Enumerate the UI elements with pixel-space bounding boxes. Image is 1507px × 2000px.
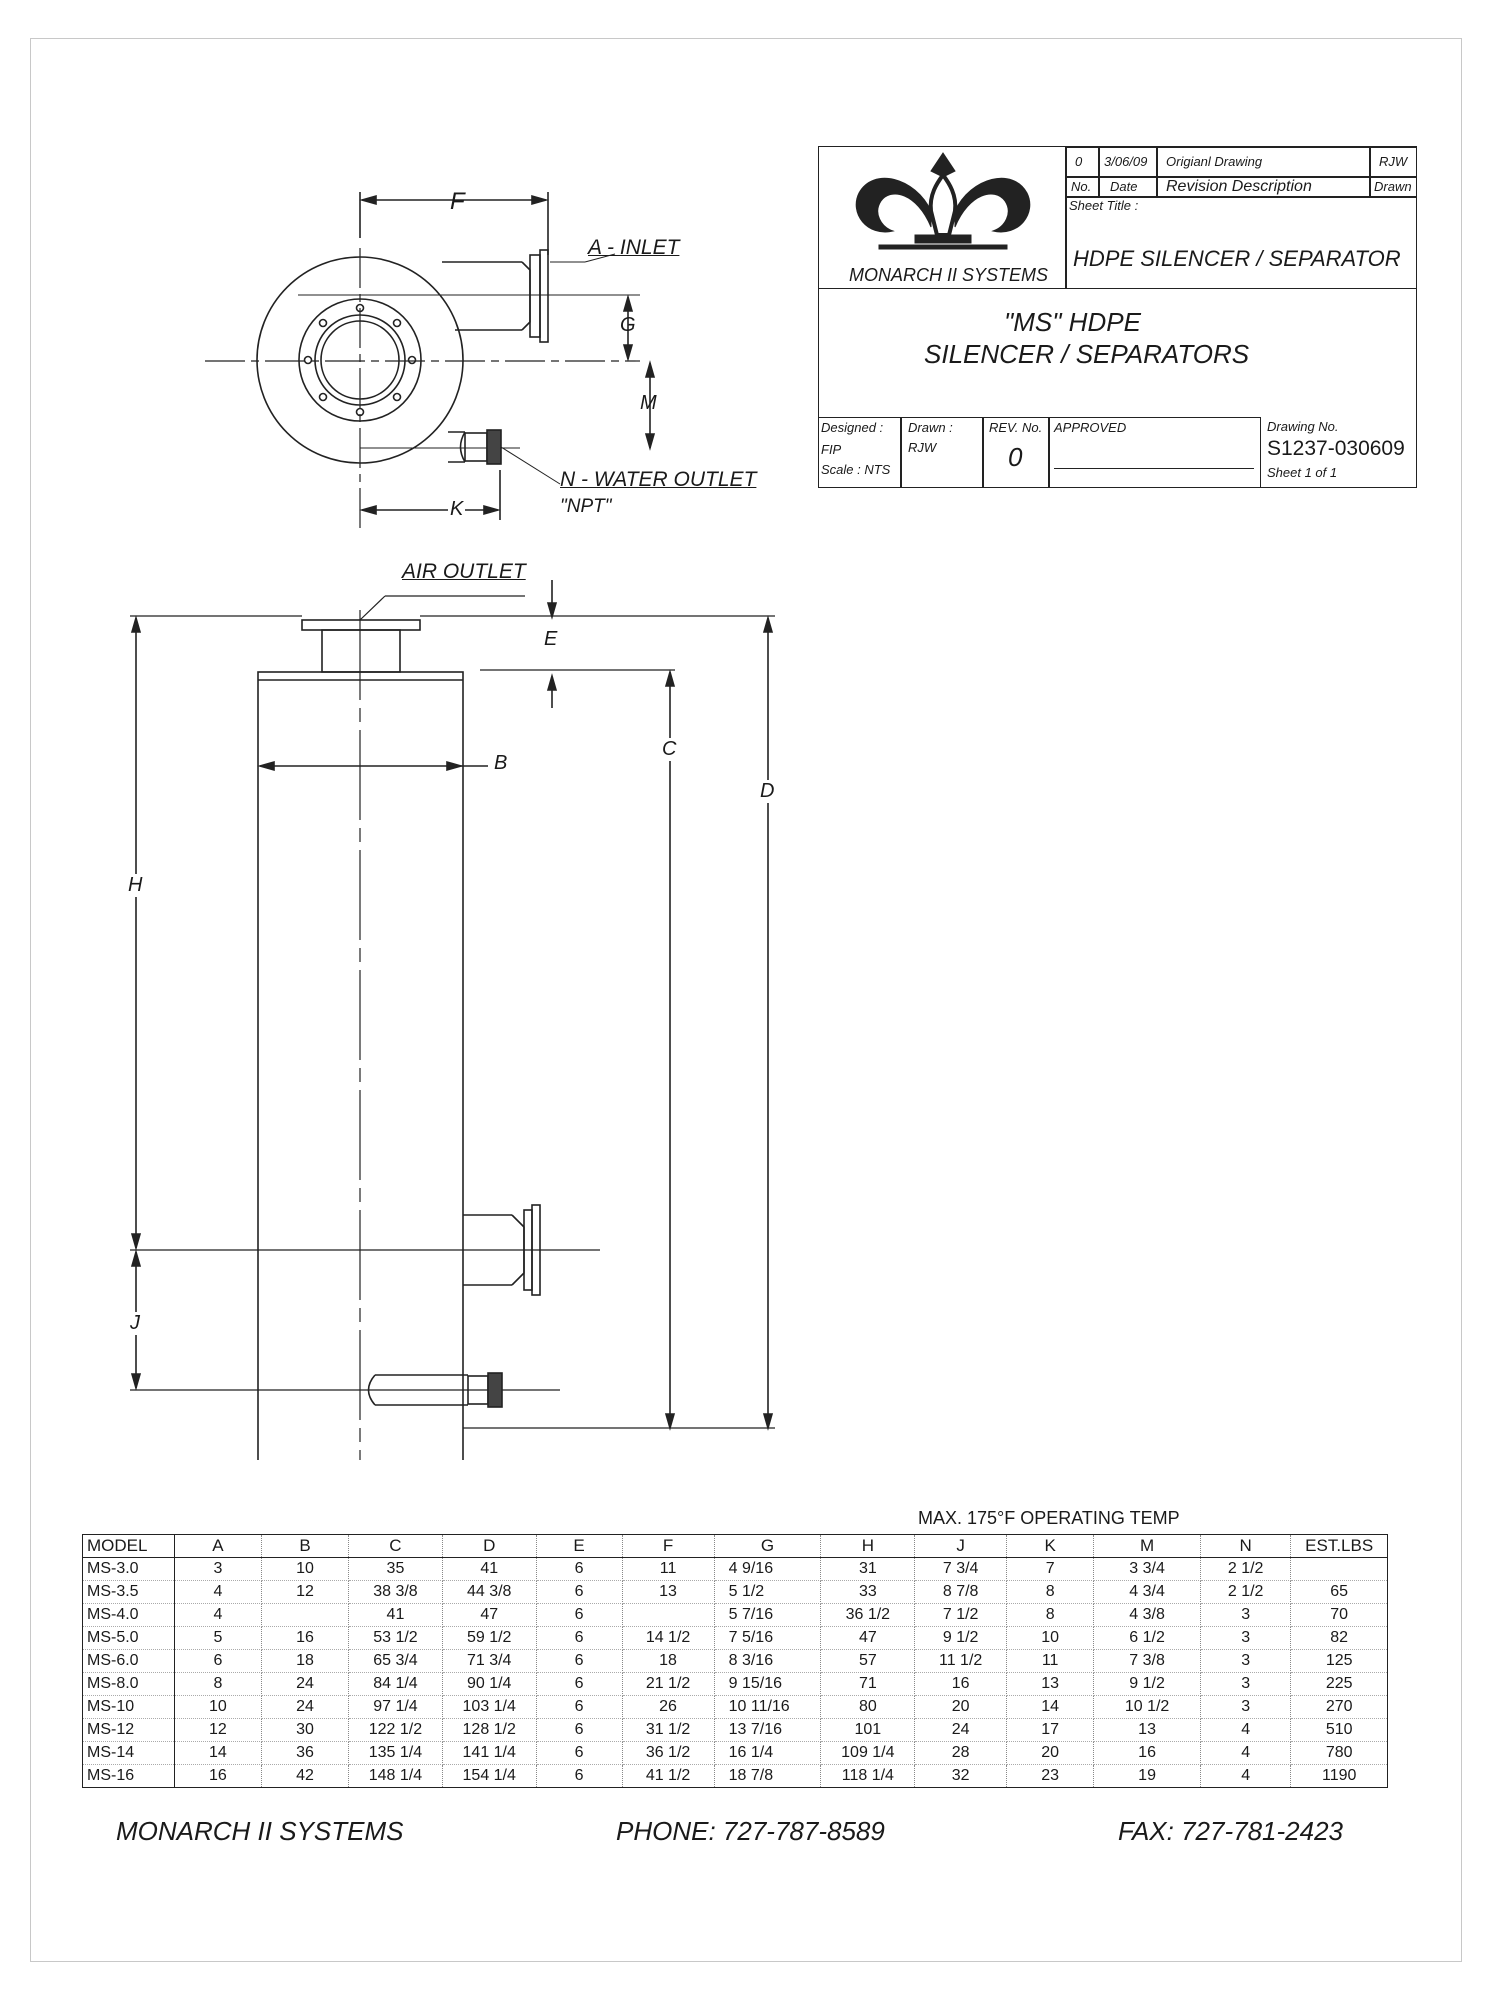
table-cell: 3 — [1200, 1650, 1290, 1673]
table-cell: 6 — [536, 1604, 622, 1627]
side-view-drawing — [0, 560, 1507, 1460]
rev-description: Origianl Drawing — [1166, 154, 1263, 169]
table-cell: 141 1/4 — [442, 1742, 536, 1765]
table-cell: 35 — [349, 1558, 443, 1581]
table-cell: 24 — [261, 1696, 348, 1719]
table-cell: MS-12 — [83, 1719, 175, 1742]
table-cell: 36 1/2 — [821, 1604, 915, 1627]
table-cell: 125 — [1291, 1650, 1388, 1673]
table-cell: 13 7/16 — [714, 1719, 821, 1742]
table-cell: 8 — [1007, 1581, 1094, 1604]
table-row — [83, 1719, 1388, 1742]
table-cell: 10 — [174, 1696, 261, 1719]
rev-value: 0 — [1008, 442, 1023, 472]
dim-e-label: E — [544, 628, 558, 650]
table-cell: 16 — [915, 1673, 1007, 1696]
table-cell: 70 — [1291, 1604, 1388, 1627]
table-cell: 16 — [261, 1627, 348, 1650]
table-cell: 3 — [1200, 1673, 1290, 1696]
table-cell: 11 — [622, 1558, 714, 1581]
table-cell: 47 — [442, 1604, 536, 1627]
table-cell — [261, 1604, 348, 1627]
dim-h-label: H — [128, 874, 143, 896]
table-cell: 5 7/16 — [714, 1604, 821, 1627]
table-cell: 2 1/2 — [1200, 1581, 1290, 1604]
table-header-cell: B — [261, 1535, 348, 1558]
table-cell: 71 3/4 — [442, 1650, 536, 1673]
table-cell: 47 — [821, 1627, 915, 1650]
table-cell: MS-10 — [83, 1696, 175, 1719]
table-row — [83, 1604, 1388, 1627]
table-row — [83, 1742, 1388, 1765]
dim-d-label: D — [760, 780, 775, 802]
table-header-cell: EST.LBS — [1291, 1535, 1388, 1558]
footer-fax: FAX: 727-781-2423 — [1118, 1816, 1343, 1846]
table-cell: 3 — [1200, 1696, 1290, 1719]
dimension-table — [82, 1534, 1388, 1788]
table-cell: 53 1/2 — [349, 1627, 443, 1650]
table-cell: 80 — [821, 1696, 915, 1719]
table-cell: 6 — [536, 1673, 622, 1696]
operating-temp-note: MAX. 175°F OPERATING TEMP — [918, 1508, 1180, 1528]
table-cell: 3 — [174, 1558, 261, 1581]
table-cell: 6 — [536, 1765, 622, 1788]
table-row — [83, 1581, 1388, 1604]
table-cell: 3 — [1200, 1627, 1290, 1650]
sheet-title-cell — [1066, 197, 1416, 289]
table-cell: 13 — [1094, 1719, 1201, 1742]
table-cell: 8 7/8 — [915, 1581, 1007, 1604]
dim-j-label: J — [130, 1312, 140, 1334]
scale-label: Scale : NTS — [821, 462, 891, 477]
table-cell: 10 1/2 — [1094, 1696, 1201, 1719]
water-outlet-label: N - WATER OUTLET — [560, 468, 757, 491]
drawing-no-cell — [1261, 417, 1416, 487]
table-cell: 23 — [1007, 1765, 1094, 1788]
table-header-cell: A — [174, 1535, 261, 1558]
table-cell: 65 — [1291, 1581, 1388, 1604]
table-cell: 24 — [261, 1673, 348, 1696]
table-cell: 2 1/2 — [1200, 1558, 1290, 1581]
table-cell: 13 — [1007, 1673, 1094, 1696]
main-title-line1: "MS" HDPE — [1004, 307, 1141, 337]
table-cell: 38 3/8 — [349, 1581, 443, 1604]
rev-drawn-header: Drawn — [1374, 179, 1412, 194]
table-cell: 6 — [536, 1696, 622, 1719]
table-cell: 42 — [261, 1765, 348, 1788]
table-row — [83, 1627, 1388, 1650]
table-cell: MS-8.0 — [83, 1673, 175, 1696]
table-cell: 8 — [174, 1673, 261, 1696]
table-cell: 6 1/2 — [1094, 1627, 1201, 1650]
table-cell: 17 — [1007, 1719, 1094, 1742]
designed-value: FIP — [821, 442, 842, 457]
table-cell: 6 — [174, 1650, 261, 1673]
rev-description-header: Revision Description — [1166, 178, 1312, 195]
table-cell: 10 11/16 — [714, 1696, 821, 1719]
drawn-value: RJW — [908, 440, 937, 455]
table-header-cell: M — [1094, 1535, 1201, 1558]
table-cell: 5 1/2 — [714, 1581, 821, 1604]
dim-f-label: F — [450, 188, 465, 215]
approved-signature-line — [1054, 468, 1254, 469]
rev-cell — [983, 417, 1049, 487]
dim-g-label: G — [620, 314, 636, 336]
air-outlet-label: AIR OUTLET — [402, 560, 526, 583]
table-cell: 3 3/4 — [1094, 1558, 1201, 1581]
table-cell: 122 1/2 — [349, 1719, 443, 1742]
table-cell: 21 1/2 — [622, 1673, 714, 1696]
table-cell: 8 — [1007, 1604, 1094, 1627]
table-cell: 270 — [1291, 1696, 1388, 1719]
table-cell: 20 — [915, 1696, 1007, 1719]
table-header-cell: H — [821, 1535, 915, 1558]
table-cell: 11 1/2 — [915, 1650, 1007, 1673]
table-cell: 4 — [174, 1604, 261, 1627]
footer-phone: PHONE: 727-787-8589 — [616, 1816, 885, 1846]
table-cell: 12 — [261, 1581, 348, 1604]
table-cell: 16 1/4 — [714, 1742, 821, 1765]
table-cell: 13 — [622, 1581, 714, 1604]
table-row — [83, 1558, 1388, 1581]
table-cell: MS-6.0 — [83, 1650, 175, 1673]
table-row — [83, 1673, 1388, 1696]
sheet-title: HDPE SILENCER / SEPARATOR — [1073, 246, 1401, 271]
table-cell: 57 — [821, 1650, 915, 1673]
table-row — [83, 1765, 1388, 1788]
table-cell: 510 — [1291, 1719, 1388, 1742]
table-cell: 9 1/2 — [915, 1627, 1007, 1650]
main-title-line2: SILENCER / SEPARATORS — [924, 339, 1250, 369]
table-header-cell: G — [714, 1535, 821, 1558]
table-cell: 90 1/4 — [442, 1673, 536, 1696]
table-header-cell: J — [915, 1535, 1007, 1558]
dim-b-label: B — [494, 752, 508, 774]
table-header-cell: F — [622, 1535, 714, 1558]
table-header-cell: C — [349, 1535, 443, 1558]
table-cell: 18 — [622, 1650, 714, 1673]
designed-label: Designed : — [821, 420, 884, 435]
table-cell: 103 1/4 — [442, 1696, 536, 1719]
table-cell: 4 — [1200, 1742, 1290, 1765]
table-header-cell: MODEL — [83, 1535, 175, 1558]
table-cell: MS-14 — [83, 1742, 175, 1765]
drawn-cell — [901, 417, 983, 487]
table-cell: 32 — [915, 1765, 1007, 1788]
npt-label: "NPT" — [560, 496, 612, 517]
table-cell: 148 1/4 — [349, 1765, 443, 1788]
table-cell: MS-4.0 — [83, 1604, 175, 1627]
approved-label: APPROVED — [1054, 420, 1127, 435]
table-cell: 4 3/8 — [1094, 1604, 1201, 1627]
table-header-cell: K — [1007, 1535, 1094, 1558]
table-cell: 12 — [174, 1719, 261, 1742]
table-cell: 36 1/2 — [622, 1742, 714, 1765]
table-cell: 18 7/8 — [714, 1765, 821, 1788]
table-row — [83, 1696, 1388, 1719]
table-cell: 14 — [174, 1742, 261, 1765]
table-cell: 28 — [915, 1742, 1007, 1765]
table-header-row — [83, 1535, 1388, 1558]
table-cell: 7 3/4 — [915, 1558, 1007, 1581]
table-cell: 6 — [536, 1581, 622, 1604]
monarch-logo — [819, 147, 1064, 267]
table-cell — [622, 1604, 714, 1627]
rev-date-header: Date — [1110, 179, 1138, 194]
table-cell: 5 — [174, 1627, 261, 1650]
table-cell: 109 1/4 — [821, 1742, 915, 1765]
table-cell — [1291, 1558, 1388, 1581]
rev-date: 3/06/09 — [1104, 154, 1148, 169]
rev-drawn: RJW — [1379, 154, 1408, 169]
table-cell: 20 — [1007, 1742, 1094, 1765]
table-cell: 14 1/2 — [622, 1627, 714, 1650]
table-cell: 8 3/16 — [714, 1650, 821, 1673]
table-cell: 9 1/2 — [1094, 1673, 1201, 1696]
table-cell: 7 1/2 — [915, 1604, 1007, 1627]
logo-company-name: MONARCH II SYSTEMS — [849, 265, 1049, 285]
table-cell: 101 — [821, 1719, 915, 1742]
table-cell: 65 3/4 — [349, 1650, 443, 1673]
table-cell: 6 — [536, 1742, 622, 1765]
table-cell: 30 — [261, 1719, 348, 1742]
table-header-cell: D — [442, 1535, 536, 1558]
table-cell: 225 — [1291, 1673, 1388, 1696]
table-cell: 82 — [1291, 1627, 1388, 1650]
sheet-of: Sheet 1 of 1 — [1267, 465, 1338, 480]
rev-label: REV. No. — [989, 420, 1043, 435]
table-cell: 4 — [1200, 1765, 1290, 1788]
dim-c-label: C — [662, 738, 677, 760]
table-cell: 26 — [622, 1696, 714, 1719]
table-cell: MS-3.5 — [83, 1581, 175, 1604]
table-cell: 36 — [261, 1742, 348, 1765]
table-cell: 7 — [1007, 1558, 1094, 1581]
inlet-label: A - INLET — [588, 236, 680, 259]
table-cell: 780 — [1291, 1742, 1388, 1765]
table-cell: 41 — [442, 1558, 536, 1581]
table-cell: 18 — [261, 1650, 348, 1673]
table-cell: 97 1/4 — [349, 1696, 443, 1719]
table-cell: 4 9/16 — [714, 1558, 821, 1581]
drawing-no-label: Drawing No. — [1267, 419, 1339, 434]
table-cell: 31 — [821, 1558, 915, 1581]
table-cell: 16 — [1094, 1742, 1201, 1765]
table-cell: 11 — [1007, 1650, 1094, 1673]
table-cell: 4 — [1200, 1719, 1290, 1742]
footer-company: MONARCH II SYSTEMS — [116, 1816, 404, 1846]
table-cell: 14 — [1007, 1696, 1094, 1719]
table-cell: 1190 — [1291, 1765, 1388, 1788]
table-cell: 10 — [261, 1558, 348, 1581]
table-cell: 7 3/8 — [1094, 1650, 1201, 1673]
table-cell: 33 — [821, 1581, 915, 1604]
table-cell: MS-3.0 — [83, 1558, 175, 1581]
table-cell: 16 — [174, 1765, 261, 1788]
table-cell: 41 1/2 — [622, 1765, 714, 1788]
table-cell: 31 1/2 — [622, 1719, 714, 1742]
table-cell: 3 — [1200, 1604, 1290, 1627]
approved-cell — [1049, 417, 1261, 487]
table-cell: 44 3/8 — [442, 1581, 536, 1604]
table-cell: 7 5/16 — [714, 1627, 821, 1650]
sheet-title-label: Sheet Title : — [1069, 198, 1139, 213]
table-cell: 118 1/4 — [821, 1765, 915, 1788]
table-cell: 19 — [1094, 1765, 1201, 1788]
table-cell: 9 15/16 — [714, 1673, 821, 1696]
table-cell: 6 — [536, 1650, 622, 1673]
table-cell: 24 — [915, 1719, 1007, 1742]
table-cell: 4 — [174, 1581, 261, 1604]
table-cell: 84 1/4 — [349, 1673, 443, 1696]
title-block — [818, 146, 1417, 488]
table-cell: 10 — [1007, 1627, 1094, 1650]
rev-no-header: No. — [1071, 179, 1092, 194]
table-cell: MS-5.0 — [83, 1627, 175, 1650]
table-cell: 41 — [349, 1604, 443, 1627]
table-header-cell: E — [536, 1535, 622, 1558]
table-cell: 128 1/2 — [442, 1719, 536, 1742]
drawn-label: Drawn : — [908, 420, 953, 435]
rev-no: 0 — [1075, 154, 1083, 169]
table-cell: 4 3/4 — [1094, 1581, 1201, 1604]
table-header-cell: N — [1200, 1535, 1290, 1558]
designed-cell — [819, 417, 901, 487]
table-cell: 154 1/4 — [442, 1765, 536, 1788]
table-row — [83, 1650, 1388, 1673]
table-cell: 6 — [536, 1558, 622, 1581]
dim-m-label: M — [640, 392, 657, 414]
table-cell: 71 — [821, 1673, 915, 1696]
logo-cell — [819, 147, 1066, 289]
dim-k-label: K — [450, 498, 464, 520]
table-cell: 135 1/4 — [349, 1742, 443, 1765]
table-cell: MS-16 — [83, 1765, 175, 1788]
table-cell: 6 — [536, 1719, 622, 1742]
table-cell: 59 1/2 — [442, 1627, 536, 1650]
table-cell: 6 — [536, 1627, 622, 1650]
drawing-no: S1237-030609 — [1267, 437, 1405, 460]
